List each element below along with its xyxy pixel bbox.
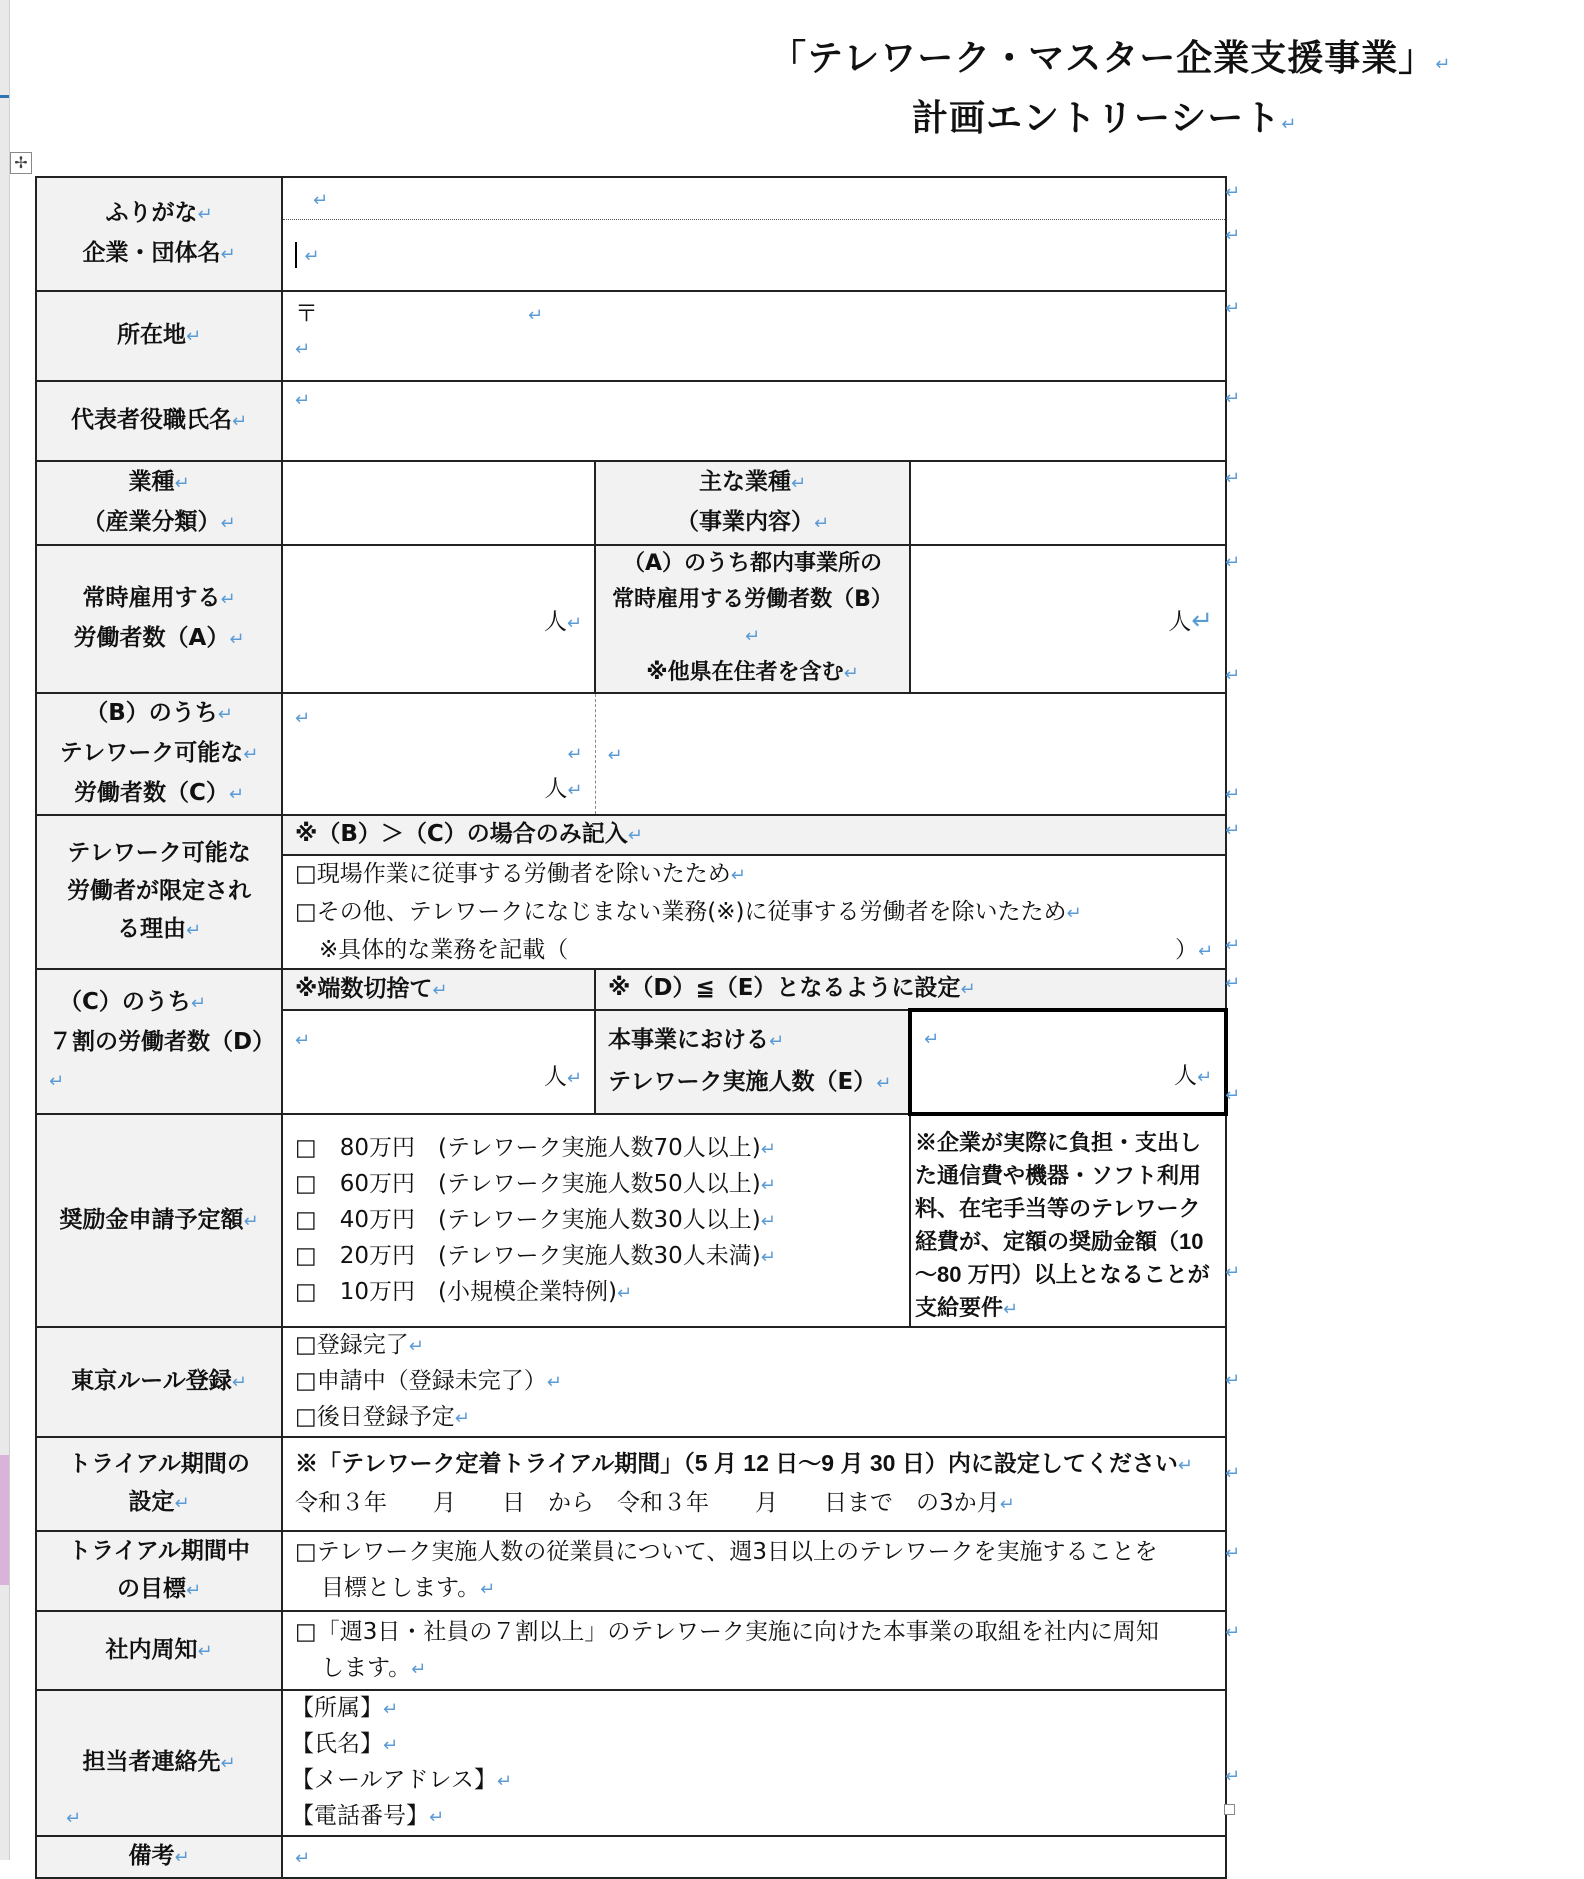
trial-goal-checkbox[interactable]: □テレワーク実施人数の従業員について、週3日以上のテレワークを実施することを 目標とします。↵ (282, 1531, 1226, 1611)
trial-period-note: ※「テレワーク定着トライアル期間」（5 月 12 日～9 月 30 日）内に設定してください↵ (295, 1450, 1193, 1476)
telework-count-e-input[interactable]: ↵ 人↵ (910, 1010, 1226, 1114)
limited-reason-options (282, 855, 1226, 969)
remarks-label: 備考↵ (36, 1836, 282, 1878)
trial-goal-label: トライアル期間中 の目標↵ (36, 1531, 282, 1611)
employees-a-input[interactable]: 人↵ (282, 545, 595, 693)
employees-b-input[interactable]: 人↵ (910, 545, 1226, 693)
round-down-note: ※端数切捨て↵ (282, 969, 595, 1010)
main-industry-label: 主な業種↵ （事業内容）↵ (595, 461, 910, 545)
telework-count-e-label: 本事業における↵ テレワーク実施人数（E）↵ (595, 1010, 910, 1114)
contact-name[interactable]: 【氏名】↵ (291, 1731, 399, 1757)
representative-label: 代表者役職氏名↵ (36, 381, 282, 461)
employees-a-label: 常時雇用する↵ 労働者数（A）↵ (36, 545, 282, 693)
furigana-input[interactable]: ↵ (283, 179, 1225, 220)
contact-label: 担当者連絡先↵ (36, 1690, 282, 1836)
industry-label: 業種↵ （産業分類）↵ (36, 461, 282, 545)
seventy-percent-input[interactable]: ↵ 人↵ (282, 1010, 595, 1114)
limited-reason-note: ※（B）＞（C）の場合のみ記入↵ (282, 815, 1226, 855)
tokyo-rule-option-registered[interactable]: □登録完了↵ (295, 1332, 424, 1358)
remarks-input[interactable]: ↵ (282, 1836, 1226, 1878)
grant-option-60[interactable]: □ 60万円 (テレワーク実施人数50人以上)↵ (295, 1170, 776, 1197)
grant-requirement-note: ※企業が実際に負担・支出した通信費や機器・ソフト利用料、在宅手当等のテレワーク経費が、定額の奨励金額（10～80 万円）以上となることが支給要件↵ (910, 1114, 1226, 1327)
tokyo-rule-option-applying[interactable]: □申請中（登録未完了）↵ (295, 1368, 562, 1394)
d-le-e-note: ※（D）≦（E）となるように設定↵ (595, 969, 1226, 1010)
telework-capable-blank: ↵ (595, 693, 1226, 815)
limited-reason-label: テレワーク可能な 労働者が限定され る理由↵ (36, 815, 282, 969)
address-label: 所在地↵ (36, 291, 282, 381)
company-name-label: ふりがな↵ 企業・団体名↵ (36, 177, 282, 291)
trial-period-dates[interactable]: 令和３年 月 日 から 令和３年 月 日まで の3か月↵ (295, 1490, 1015, 1516)
limited-reason-option-1[interactable]: □現場作業に従事する労働者を除いたため↵ (295, 861, 746, 887)
telework-capable-label: （B）のうち↵ テレワーク可能な↵ 労働者数（C）↵ (36, 693, 282, 815)
contact-email[interactable]: 【メールアドレス】↵ (291, 1767, 512, 1793)
contact-phone[interactable]: 【電話番号】↵ (291, 1803, 445, 1829)
margin-highlight (0, 1455, 9, 1585)
grant-options (282, 1114, 910, 1327)
main-industry-input[interactable] (910, 461, 1226, 545)
form-title-line2: 計画エントリーシート↵ (912, 98, 1298, 139)
tokyo-rule-option-later[interactable]: □後日登録予定↵ (295, 1404, 470, 1430)
trial-period-label: トライアル期間の 設定↵ (36, 1437, 282, 1531)
return-mark-icon: ↵ (1435, 54, 1452, 75)
ruler-marker (0, 95, 9, 98)
company-name-input[interactable]: ↵ (283, 220, 1225, 290)
form-title-line1: 「テレワーク・マスター企業支援事業」↵ (770, 38, 1452, 79)
return-mark-icon: ↵ (1281, 114, 1298, 135)
grant-option-10[interactable]: □ 10万円 (小規模企業特例)↵ (295, 1278, 633, 1305)
trial-period-cell (282, 1437, 1226, 1531)
internal-notice-checkbox[interactable]: □「週3日・社員の７割以上」のテレワーク実施に向けた本事業の取組を社内に周知 します。↵ (282, 1611, 1226, 1690)
employees-b-label: （A）のうち都内事業所の 常時雇用する労働者数（B）↵ ※他県在住者を含む↵ (595, 545, 910, 693)
address-input[interactable]: 〒 ↵ ↵ (282, 291, 1226, 381)
postal-mark: 〒 (295, 301, 318, 327)
telework-capable-input[interactable]: ↵ ↵ 人↵ (282, 693, 595, 815)
grant-option-20[interactable]: □ 20万円 (テレワーク実施人数30人未満)↵ (295, 1242, 776, 1269)
industry-input[interactable] (282, 461, 595, 545)
contact-cell (282, 1690, 1226, 1836)
paragraph-end-mark: ↵ (66, 1808, 82, 1829)
contact-department[interactable]: 【所属】↵ (291, 1695, 399, 1721)
grant-option-80[interactable]: □ 80万円 (テレワーク実施人数70人以上)↵ (295, 1134, 776, 1161)
limited-reason-detail[interactable]: ※具体的な業務を記載（ ）↵ (319, 937, 1214, 963)
seventy-percent-label: （C）のうち↵ ７割の労働者数（D）↵ (36, 969, 282, 1114)
tokyo-rule-options (282, 1327, 1226, 1437)
tokyo-rule-label: 東京ルール登録↵ (36, 1327, 282, 1437)
table-resize-handle-icon[interactable] (1224, 1804, 1235, 1815)
entry-form-table (35, 176, 1228, 1879)
page-left-edge (0, 0, 10, 1860)
table-move-handle-icon[interactable]: ✢ (10, 152, 32, 174)
representative-input[interactable]: ↵ (282, 381, 1226, 461)
grant-label: 奨励金申請予定額↵ (36, 1114, 282, 1327)
company-name-cell (282, 177, 1226, 291)
grant-option-40[interactable]: □ 40万円 (テレワーク実施人数30人以上)↵ (295, 1206, 776, 1233)
limited-reason-option-2[interactable]: □その他、テレワークになじまない業務(※)に従事する労働者を除いたため↵ (295, 899, 1082, 925)
internal-notice-label: 社内周知↵ (36, 1611, 282, 1690)
